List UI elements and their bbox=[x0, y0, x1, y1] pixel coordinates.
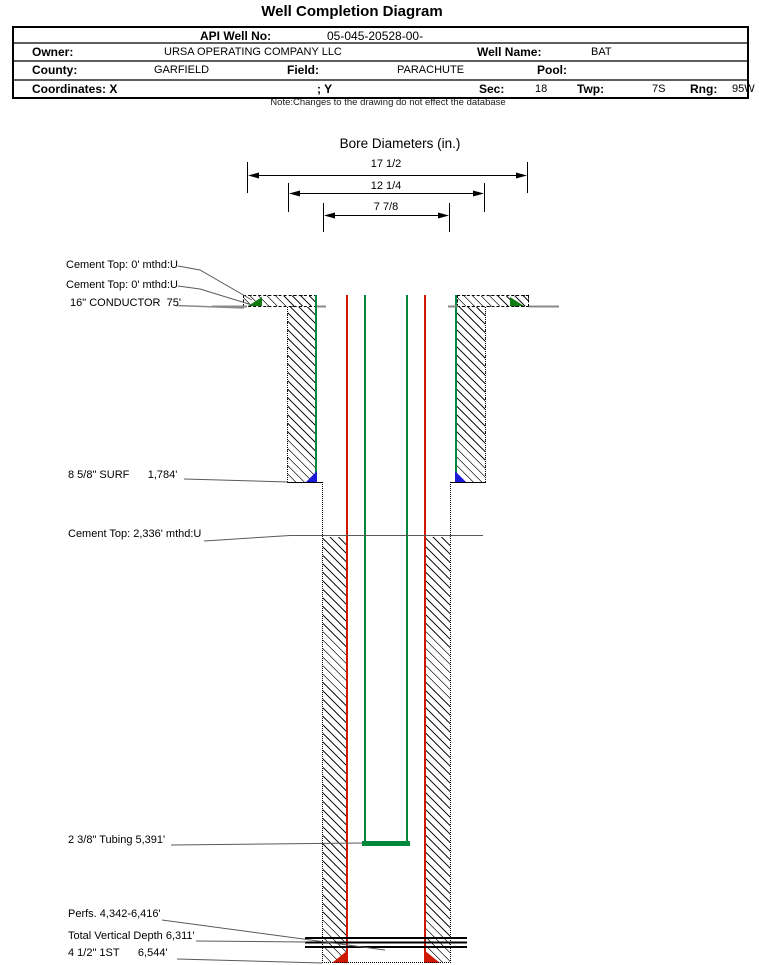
surface-cement-right bbox=[457, 307, 486, 482]
conductor-flange-left bbox=[243, 295, 317, 307]
label-surface-casing: 8 5/8" SURF 1,784' bbox=[68, 469, 178, 481]
label-tubing: 2 3/8" Tubing 5,391' bbox=[68, 834, 166, 846]
coordinates-y-label: ; Y bbox=[317, 82, 333, 96]
pool-label: Pool: bbox=[537, 63, 567, 77]
label-cement-top-a: Cement Top: 0' mthd:U bbox=[66, 259, 178, 271]
field-label: Field: bbox=[287, 63, 319, 77]
leader-conductor bbox=[176, 306, 244, 309]
twp-label: Twp: bbox=[577, 82, 605, 96]
surface-casing-left-line bbox=[315, 295, 317, 482]
rng-value: 95W bbox=[732, 83, 755, 95]
leader-production-casing bbox=[177, 959, 322, 963]
table-row-api bbox=[14, 28, 747, 42]
surface-cement-left bbox=[287, 307, 315, 482]
label-perfs: Perfs. 4,342-6,416' bbox=[68, 908, 161, 920]
borehole-wall-right bbox=[450, 482, 451, 963]
tubing-bottom bbox=[362, 841, 410, 846]
production-casing-right-line bbox=[424, 295, 426, 963]
database-note: Note:Changes to the drawing do not effect the database bbox=[270, 97, 506, 108]
owner-label: Owner: bbox=[32, 45, 74, 59]
leader-cement-top-b bbox=[178, 286, 252, 305]
cement-top-marker-left-icon bbox=[248, 297, 262, 306]
county-value: GARFIELD bbox=[154, 64, 210, 76]
label-conductor: 16" CONDUCTOR 75' bbox=[70, 297, 181, 309]
surface-casing-right-line bbox=[455, 295, 457, 482]
county-label: County: bbox=[32, 63, 78, 77]
production-casing-left-line bbox=[346, 295, 348, 963]
rng-label: Rng: bbox=[690, 82, 718, 96]
field-value: PARACHUTE bbox=[397, 64, 465, 76]
production-cement-left bbox=[323, 537, 346, 962]
api-label: API Well No: bbox=[200, 29, 272, 43]
conductor-flange-right bbox=[457, 295, 529, 307]
label-tvd: Total Vertical Depth 6,311' bbox=[68, 930, 195, 942]
sec-value: 18 bbox=[535, 83, 548, 95]
cement-top-marker-right-icon bbox=[510, 297, 524, 306]
well-name-label: Well Name: bbox=[477, 45, 542, 59]
tubing-right-line bbox=[406, 295, 408, 844]
well-name-value: BAT bbox=[591, 46, 612, 58]
label-cement-top-b: Cement Top: 0' mthd:U bbox=[66, 279, 178, 291]
owner-value: URSA OPERATING COMPANY LLC bbox=[164, 46, 342, 58]
tubing-left-line bbox=[364, 295, 366, 844]
bore-dim-17-5: 17 1/2 bbox=[370, 158, 402, 170]
label-production-casing: 4 1/2" 1ST 6,544' bbox=[68, 947, 168, 959]
leader-cement-top-a bbox=[178, 266, 252, 300]
leader-tvd bbox=[196, 941, 306, 942]
bore-diameters-title: Bore Diameters (in.) bbox=[339, 136, 461, 151]
table-row-county bbox=[14, 60, 747, 79]
bore-dim-7-875: 7 7/8 bbox=[373, 201, 399, 213]
table-row-owner bbox=[14, 42, 747, 60]
label-cement-top-c: Cement Top: 2,336' mthd:U bbox=[68, 528, 202, 540]
table-row-coordinates bbox=[14, 79, 755, 97]
bore-dim-12-25: 12 1/4 bbox=[370, 180, 402, 192]
twp-value: 7S bbox=[652, 83, 666, 95]
api-value: 05-045-20528-00- bbox=[327, 29, 424, 43]
well-info-table bbox=[12, 26, 755, 99]
leader-surface-casing bbox=[184, 479, 288, 482]
production-cement-right bbox=[426, 537, 450, 962]
page-title: Well Completion Diagram bbox=[261, 3, 443, 20]
bore-dimension-ticks bbox=[248, 162, 528, 232]
leader-perfs bbox=[162, 920, 385, 950]
hole-bottom-edge bbox=[322, 961, 451, 963]
sec-label: Sec: bbox=[479, 82, 505, 96]
coordinates-label: Coordinates: X bbox=[32, 82, 118, 96]
